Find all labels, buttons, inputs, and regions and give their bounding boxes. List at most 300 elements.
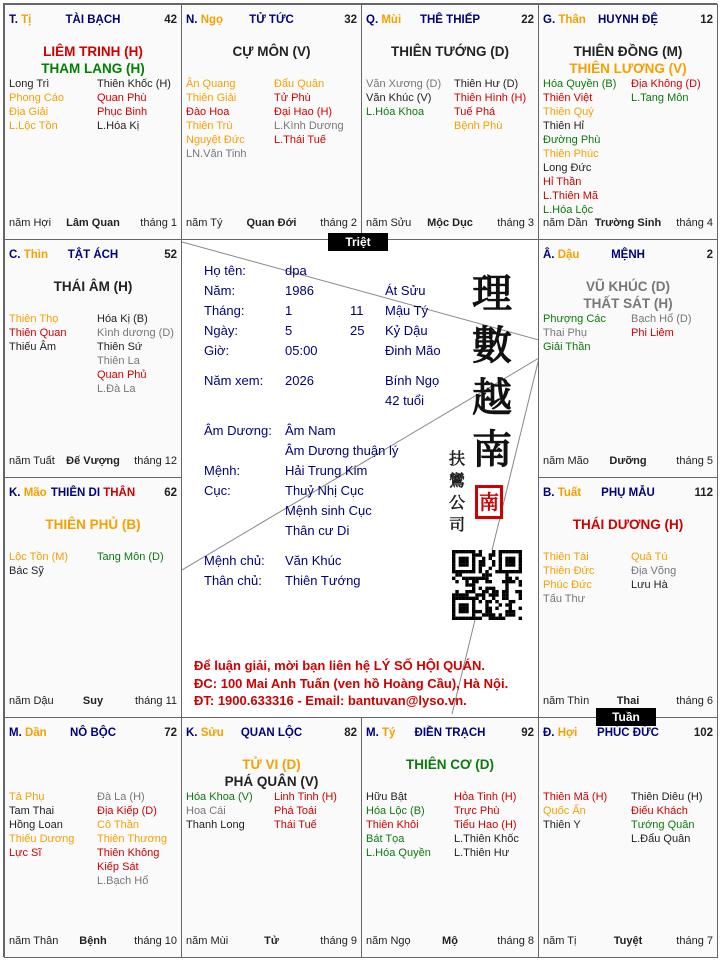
main-stars — [5, 278, 181, 295]
minor-star: Thiên Khôi — [366, 819, 419, 831]
minor-star: Lưu Hà — [631, 579, 668, 591]
value-than-chu: Thiên Tướng — [285, 573, 361, 588]
palace-number: 62 — [164, 487, 177, 499]
minor-star: Điếu Khách — [631, 805, 688, 817]
minor-stars-left — [186, 790, 253, 832]
palace-cell-dan — [4, 717, 182, 958]
value-ngay-am: 25 — [350, 323, 365, 338]
minor-stars-right — [97, 312, 174, 396]
position-branch: Mão — [23, 487, 47, 499]
minor-star: Thiên La — [97, 355, 140, 367]
minor-star: Tang Môn (D) — [97, 551, 164, 563]
palace-footer — [9, 935, 177, 949]
calligraphy-char: 理 — [472, 270, 512, 317]
year-label: năm Ngọ — [366, 935, 411, 947]
tuvi-chart — [3, 3, 717, 957]
minor-star: LN.Văn Tinh — [186, 148, 247, 160]
position-branch: Thìn — [23, 249, 48, 261]
value-thang: 1 — [285, 303, 293, 318]
main-stars — [362, 756, 538, 773]
minor-star: Quốc Ấn — [543, 805, 586, 817]
year-label: năm Hợi — [9, 217, 52, 229]
minor-star: L.Kình Dương — [274, 120, 344, 132]
minor-star: Phá Toái — [274, 805, 317, 817]
minor-star: Thiên Phúc — [543, 148, 599, 160]
label-am-duong: Âm Dương: — [204, 423, 272, 438]
minor-star: L.Hóa Lộc — [543, 204, 594, 216]
palace-name-text: PHÚC ĐỨC — [597, 727, 659, 739]
palace-name — [9, 487, 177, 499]
minor-star: Thanh Long — [186, 819, 245, 831]
qr-code — [452, 550, 522, 620]
palace-name-text: MỆNH — [611, 249, 645, 261]
minor-star: Tiểu Hao (H) — [454, 819, 517, 831]
year-label: năm Mão — [543, 455, 589, 467]
minor-stars-left — [9, 312, 66, 354]
minor-star: Đường Phù — [543, 134, 601, 146]
tuan-tag: Tuần — [596, 708, 656, 726]
year-label: năm Tý — [186, 217, 223, 229]
year-label: năm Dậu — [9, 695, 54, 707]
minor-star: Thiên Quan — [9, 327, 67, 339]
minor-star: L.Bạch Hổ — [97, 875, 149, 887]
palace-name — [543, 487, 713, 499]
value-thang-am: 11 — [350, 303, 364, 318]
minor-stars-left — [9, 550, 68, 578]
than-marker: THÂN — [103, 487, 136, 499]
minor-star: Lực Sĩ — [9, 847, 42, 859]
minor-star: Lộc Tồn (M) — [9, 551, 69, 563]
position-prefix: C. — [9, 249, 21, 261]
value-menh-chu: Văn Khúc — [285, 553, 342, 568]
label-ngay: Ngày: — [204, 323, 238, 338]
minor-star: Đào Hoa — [186, 106, 230, 118]
position-branch: Tuất — [557, 487, 582, 499]
minor-star: Phượng Các — [543, 313, 606, 325]
calligraphy-small-char: 扶 — [449, 449, 466, 468]
minor-star: Linh Tinh (H) — [274, 791, 337, 803]
position-branch: Mùi — [381, 14, 402, 26]
palace-name — [366, 14, 534, 26]
palace-header — [366, 727, 534, 741]
minor-star: Quả Tú — [631, 551, 668, 563]
calligraphy-small — [449, 448, 465, 536]
value-ngay: 5 — [285, 323, 293, 338]
minor-star: Tấu Thư — [543, 593, 586, 605]
minor-star: Thiếu Dương — [9, 833, 75, 845]
palace-header — [543, 487, 713, 501]
minor-star: Giải Thần — [543, 341, 591, 353]
palace-name-text: PHỤ MẪU — [601, 487, 655, 499]
minor-stars-left — [543, 77, 616, 217]
label-nam: Năm: — [204, 283, 236, 298]
truong-sinh-stage: Dưỡng — [609, 455, 647, 467]
palace-footer — [366, 935, 534, 949]
month-label: tháng 3 — [497, 217, 534, 229]
red-seal: 南 — [475, 485, 503, 519]
main-stars — [5, 43, 181, 77]
palace-footer — [186, 217, 357, 231]
label-menh-chu: Mệnh chủ: — [204, 553, 265, 568]
minor-stars-left — [543, 312, 606, 354]
minor-star: L.Tang Môn — [631, 92, 689, 104]
minor-star: Tả Phụ — [9, 791, 45, 803]
minor-star: Thiên Việt — [543, 92, 593, 104]
palace-cell-ngo — [181, 4, 362, 240]
main-stars — [539, 516, 717, 533]
palace-cell-than — [538, 4, 718, 240]
value-than-cu: Thân cư Di — [285, 523, 350, 538]
center-info-panel — [181, 239, 539, 718]
position-prefix: Đ. — [543, 727, 555, 739]
truong-sinh-stage: Đế Vượng — [66, 455, 120, 467]
position-prefix: G. — [543, 14, 556, 26]
minor-star: Tam Thai — [9, 805, 55, 817]
palace-cell-ty — [361, 717, 539, 958]
minor-star: Quan Phù — [97, 92, 147, 104]
truong-sinh-stage: Lâm Quan — [66, 217, 120, 229]
value-thang-can: Mậu Tý — [385, 303, 429, 318]
minor-star: Long Đức — [543, 162, 592, 174]
label-gio: Giờ: — [204, 343, 230, 358]
year-label: năm Thân — [9, 935, 59, 947]
palace-number: 32 — [344, 14, 357, 26]
main-star: THIÊN CƠ (D) — [405, 757, 494, 772]
label-menh: Mệnh: — [204, 463, 241, 478]
main-stars — [5, 516, 181, 533]
palace-number: 92 — [521, 727, 534, 739]
minor-star: Thái Tuế — [274, 819, 317, 831]
minor-star: Hỉ Thần — [543, 176, 582, 188]
minor-star: L.Thiên Mã — [543, 190, 599, 202]
minor-star: Thiên Trù — [186, 120, 233, 132]
palace-header — [186, 14, 357, 28]
truong-sinh-stage: Tử — [264, 935, 279, 947]
calligraphy-char: 越 — [472, 374, 512, 421]
palace-cell-suu — [181, 717, 362, 958]
calligraphy-char: 數 — [472, 322, 512, 369]
minor-star: L.Thiên Khốc — [454, 833, 519, 845]
minor-star: Bạch Hổ (D) — [631, 313, 692, 325]
minor-star: Đại Hao (H) — [274, 106, 333, 118]
minor-star: Phục Binh — [97, 106, 148, 118]
minor-stars-left — [9, 77, 64, 133]
main-star: THIÊN ĐỒNG (M) — [573, 44, 683, 59]
palace-footer — [186, 935, 357, 949]
palace-header — [9, 249, 177, 263]
position-branch: Dần — [24, 727, 47, 739]
main-star: TỬ VI (D) — [242, 757, 301, 772]
minor-stars-left — [9, 790, 74, 860]
minor-stars-right — [97, 790, 167, 888]
minor-star: Hóa Kị (B) — [97, 313, 148, 325]
contact-line-1: Để luận giải, mời bạn liên hệ LÝ SỐ HỘI QUÁN. — [194, 658, 485, 673]
position-prefix: M. — [9, 727, 22, 739]
minor-star: Thiên Thọ — [9, 313, 59, 325]
palace-footer — [9, 695, 177, 709]
minor-star: L.Đà La — [97, 383, 136, 395]
minor-star: Hoa Cái — [186, 805, 226, 817]
main-star: THÁI ÂM (H) — [53, 279, 133, 294]
main-star: THIÊN TƯỚNG (D) — [391, 44, 509, 59]
palace-name — [543, 727, 713, 739]
value-cuc: Thuỷ Nhị Cục — [285, 483, 364, 498]
minor-star: L.Hóa Kị — [97, 120, 140, 132]
minor-star: Phong Cáo — [9, 92, 65, 104]
month-label: tháng 11 — [134, 695, 177, 707]
palace-name — [9, 249, 177, 261]
minor-stars-right — [631, 790, 703, 846]
minor-star: Nguyệt Đức — [186, 134, 245, 146]
month-label: tháng 6 — [676, 695, 713, 707]
palace-cell-tuat — [538, 477, 718, 718]
calligraphy-small-char: 鸞 — [449, 471, 466, 490]
palace-cell-thin — [4, 239, 182, 478]
minor-star: Văn Khúc (V) — [366, 92, 432, 104]
month-label: tháng 2 — [320, 217, 357, 229]
truong-sinh-stage: Thai — [616, 695, 640, 707]
position-prefix: N. — [186, 14, 198, 26]
minor-star: Thiên Hình (H) — [454, 92, 527, 104]
palace-name-text: THIÊN DI — [50, 487, 101, 499]
palace-number: 22 — [521, 14, 534, 26]
palace-footer — [366, 217, 534, 231]
main-star: VŨ KHÚC (D) — [586, 279, 670, 294]
triet-tag: Triệt — [328, 233, 388, 251]
palace-footer — [543, 695, 713, 709]
minor-star: Tuế Phá — [454, 106, 496, 118]
value-am-duong: Âm Nam — [285, 423, 336, 438]
position-prefix: Â. — [543, 249, 555, 261]
year-label: năm Tị — [543, 935, 577, 947]
calligraphy-small-char: 公 — [449, 493, 466, 512]
palace-header — [9, 14, 177, 28]
minor-star: Ân Quang — [186, 78, 236, 90]
main-star: LIÊM TRINH (H) — [43, 44, 143, 59]
year-label: năm Thìn — [543, 695, 590, 707]
minor-star: Địa Giải — [9, 106, 49, 118]
minor-star: Hồng Loan — [9, 819, 63, 831]
palace-name — [9, 727, 177, 739]
truong-sinh-stage: Mộ — [442, 935, 458, 947]
value-ngay-can: Kỷ Dậu — [385, 323, 428, 338]
minor-star: Thiên Thương — [97, 833, 168, 845]
minor-star: Thiếu Âm — [9, 341, 57, 353]
qr-pattern — [452, 550, 522, 620]
palace-cell-dau — [538, 239, 718, 478]
main-star: PHÁ QUÂN (V) — [224, 774, 319, 789]
minor-stars-left — [366, 77, 441, 119]
minor-star: Bát Tọa — [366, 833, 405, 845]
palace-name-text: ĐIỀN TRẠCH — [414, 727, 486, 739]
minor-star: Hỏa Tinh (H) — [454, 791, 517, 803]
minor-stars-left — [366, 790, 431, 860]
value-tuoi: 42 tuổi — [385, 393, 425, 408]
truong-sinh-stage: Trường Sinh — [594, 217, 662, 229]
main-star: CỰ MÔN (V) — [232, 44, 311, 59]
minor-star: Địa Võng — [631, 565, 677, 577]
minor-star: Kiếp Sát — [97, 861, 139, 873]
minor-star: Kình dương (D) — [97, 327, 174, 339]
minor-star: Phúc Đức — [543, 579, 592, 591]
palace-name — [543, 249, 713, 261]
palace-number: 52 — [164, 249, 177, 261]
minor-stars-right — [274, 790, 337, 832]
minor-star: Trực Phù — [454, 805, 500, 817]
main-stars — [362, 43, 538, 60]
palace-number: 2 — [706, 249, 713, 261]
palace-number: 102 — [693, 727, 713, 739]
palace-name-text: NÔ BỘC — [70, 727, 116, 739]
main-star: THIÊN PHỦ (B) — [45, 517, 141, 532]
contact-line-2: ĐC: 100 Mai Anh Tuấn (ven hồ Hoàng Cầu), Hà Nội. — [194, 676, 509, 691]
palace-number: 112 — [694, 487, 713, 499]
minor-star: Thiên Hư (D) — [454, 78, 519, 90]
value-nam-can: Át Sửu — [385, 283, 426, 298]
month-label: tháng 7 — [676, 935, 713, 947]
minor-stars-right — [454, 790, 519, 860]
main-stars — [539, 43, 717, 77]
minor-star: L.Đẩu Quân — [631, 833, 691, 845]
position-branch: Tị — [21, 14, 32, 26]
minor-star: Tử Phù — [274, 92, 311, 104]
minor-star: Đà La (H) — [97, 791, 145, 803]
main-stars — [182, 756, 361, 790]
calligraphy-title — [472, 268, 512, 476]
palace-name-text: TẬT ÁCH — [67, 249, 119, 261]
palace-name-text: HUYNH ĐỆ — [597, 14, 659, 26]
minor-star: Thiên Hỉ — [543, 120, 584, 132]
year-label: năm Sửu — [366, 217, 412, 229]
main-star: THÁI DƯƠNG (H) — [572, 517, 684, 532]
minor-stars-right — [631, 77, 701, 105]
palace-number: 42 — [164, 14, 177, 26]
minor-stars-left — [543, 790, 607, 832]
palace-name-text: TÀI BẠCH — [65, 14, 121, 26]
label-cuc: Cục: — [204, 483, 231, 498]
position-branch: Dậu — [557, 249, 580, 261]
palace-name — [186, 727, 357, 739]
position-prefix: T. — [9, 14, 18, 26]
minor-star: Hóa Lộc (B) — [366, 805, 425, 817]
palace-name — [186, 14, 357, 26]
minor-star: Địa Không (D) — [631, 78, 701, 90]
minor-star: Hóa Khoa (V) — [186, 791, 253, 803]
minor-star: Thiên Tài — [543, 551, 589, 563]
minor-stars-right — [631, 312, 692, 340]
palace-header — [543, 249, 713, 263]
value-cuc-relation: Mệnh sinh Cục — [285, 503, 372, 518]
truong-sinh-stage: Tuyệt — [613, 935, 643, 947]
minor-star: Thiên Giải — [186, 92, 237, 104]
palace-footer — [543, 455, 713, 469]
minor-star: Tướng Quân — [631, 819, 695, 831]
value-nam-xem-can: Bính Ngọ — [385, 373, 440, 388]
truong-sinh-stage: Suy — [82, 695, 104, 707]
month-label: tháng 8 — [497, 935, 534, 947]
palace-header — [9, 487, 177, 501]
palace-footer — [9, 217, 177, 231]
minor-star: Thai Phụ — [543, 327, 588, 339]
minor-star: Bệnh Phù — [454, 120, 503, 132]
minor-stars-right — [97, 550, 164, 564]
palace-cell-ti — [4, 4, 182, 240]
value-ho-ten: dpa — [285, 263, 307, 278]
palace-cell-mui — [361, 4, 539, 240]
month-label: tháng 9 — [320, 935, 357, 947]
palace-header — [543, 14, 713, 28]
minor-star: L.Thiên Hư — [454, 847, 510, 859]
label-nam-xem: Năm xem: — [204, 373, 264, 388]
label-than-chu: Thân chủ: — [204, 573, 262, 588]
palace-header — [186, 727, 357, 741]
month-label: tháng 12 — [134, 455, 177, 467]
minor-star: Cô Thần — [97, 819, 139, 831]
label-thang: Tháng: — [204, 303, 245, 318]
month-label: tháng 10 — [134, 935, 177, 947]
calligraphy-char: 南 — [472, 426, 512, 473]
palace-footer — [543, 217, 713, 231]
palace-name — [543, 14, 713, 26]
palace-number: 12 — [700, 14, 713, 26]
main-star: THIÊN LƯƠNG (V) — [569, 61, 687, 76]
value-nam-xem: 2026 — [285, 373, 314, 388]
position-prefix: B. — [543, 487, 555, 499]
palace-header — [9, 727, 177, 741]
value-am-duong-ly: Âm Dương thuận lý — [285, 443, 399, 458]
year-label: năm Dần — [543, 217, 588, 229]
palace-name — [9, 14, 177, 26]
minor-star: L.Hóa Khoa — [366, 106, 425, 118]
minor-stars-left — [543, 550, 594, 606]
palace-name — [366, 727, 534, 739]
month-label: tháng 4 — [676, 217, 713, 229]
minor-star: Địa Kiếp (D) — [97, 805, 157, 817]
minor-star: Thiên Không — [97, 847, 160, 859]
palace-footer — [543, 935, 713, 949]
label-ho-ten: Họ tên: — [204, 263, 246, 278]
month-label: tháng 5 — [676, 455, 713, 467]
minor-star: Quan Phủ — [97, 369, 147, 381]
palace-header — [543, 727, 713, 741]
position-prefix: K. — [9, 487, 21, 499]
minor-stars-right — [631, 550, 676, 592]
minor-stars-right — [454, 77, 526, 133]
minor-star: Bác Sỹ — [9, 565, 44, 577]
palace-number: 82 — [344, 727, 357, 739]
minor-star: Văn Xương (D) — [366, 78, 442, 90]
minor-stars-right — [97, 77, 171, 133]
minor-star: Thiên Y — [543, 819, 581, 831]
minor-star: Hóa Quyền (B) — [543, 78, 617, 90]
truong-sinh-stage: Mộc Dục — [427, 217, 473, 229]
palace-cell-hoi — [538, 717, 718, 958]
palace-name-text: THÊ THIẾP — [419, 14, 481, 26]
contact-line-3: ĐT: 1900.633316 - Email: bantuvan@lyso.vn. — [194, 693, 467, 708]
palace-name-text: TỬ TỨC — [249, 14, 294, 26]
palace-footer — [9, 455, 177, 469]
minor-star: L.Lộc Tồn — [9, 120, 58, 132]
position-prefix: M. — [366, 727, 379, 739]
truong-sinh-stage: Bệnh — [79, 935, 107, 947]
minor-star: Thiên Mã (H) — [543, 791, 608, 803]
minor-star: Thiên Đức — [543, 565, 595, 577]
palace-name-text: QUAN LỘC — [240, 727, 303, 739]
position-branch: Hợi — [557, 727, 578, 739]
main-stars — [539, 278, 717, 312]
position-branch: Tý — [381, 727, 396, 739]
year-label: năm Tuất — [9, 455, 55, 467]
